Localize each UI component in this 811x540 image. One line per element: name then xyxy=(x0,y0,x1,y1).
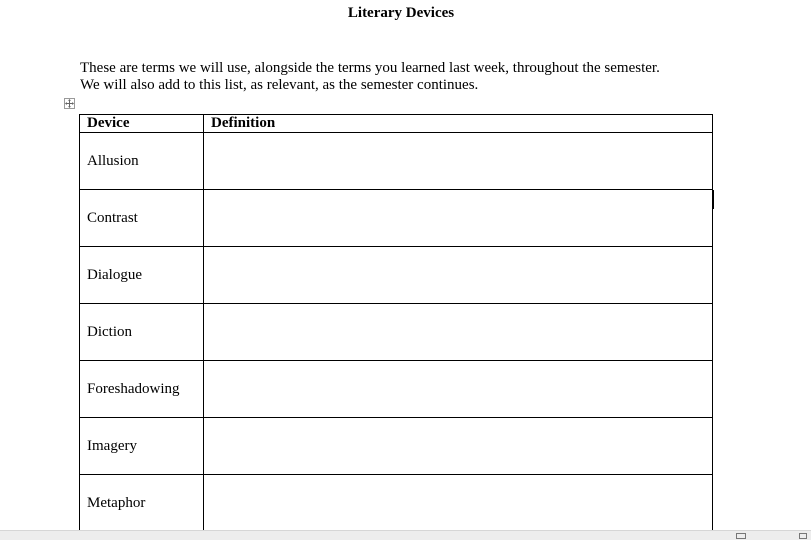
device-cell[interactable]: Dialogue xyxy=(80,247,204,304)
table-header-row xyxy=(80,115,713,133)
table-row xyxy=(80,475,713,532)
table-row xyxy=(80,418,713,475)
intro-paragraph xyxy=(80,60,720,94)
table-row xyxy=(80,190,713,247)
definition-cell[interactable] xyxy=(204,361,713,418)
device-cell[interactable]: Allusion xyxy=(80,133,204,190)
literary-devices-table xyxy=(79,114,713,532)
intro-line-2: We will also add to this list, as relevant, as the semester continues. xyxy=(80,77,479,93)
definition-cell[interactable] xyxy=(204,133,713,190)
device-cell[interactable]: Contrast xyxy=(80,190,204,247)
header-definition: Definition xyxy=(204,115,713,133)
text-cursor xyxy=(713,190,714,209)
device-cell[interactable]: Diction xyxy=(80,304,204,361)
header-device: Device xyxy=(80,115,204,133)
status-bar xyxy=(0,530,811,540)
move-cross-icon[interactable] xyxy=(64,98,75,109)
intro-line-1: These are terms we will use, alongside the terms you learned last week, throughout the semester. xyxy=(80,60,660,76)
table-row xyxy=(80,304,713,361)
device-cell[interactable]: Foreshadowing xyxy=(80,361,204,418)
table-row xyxy=(80,133,713,190)
definition-cell[interactable] xyxy=(204,247,713,304)
definition-cell[interactable] xyxy=(204,475,713,532)
definition-cell[interactable] xyxy=(204,418,713,475)
definition-cell[interactable] xyxy=(204,190,713,247)
device-cell[interactable]: Imagery xyxy=(80,418,204,475)
table-row xyxy=(80,361,713,418)
table-row xyxy=(80,247,713,304)
definition-cell[interactable] xyxy=(204,304,713,361)
view-layout-icon[interactable] xyxy=(736,533,746,539)
view-scroll-icon[interactable] xyxy=(799,533,807,539)
device-cell[interactable]: Metaphor xyxy=(80,475,204,532)
document-title: Literary Devices xyxy=(347,5,455,21)
